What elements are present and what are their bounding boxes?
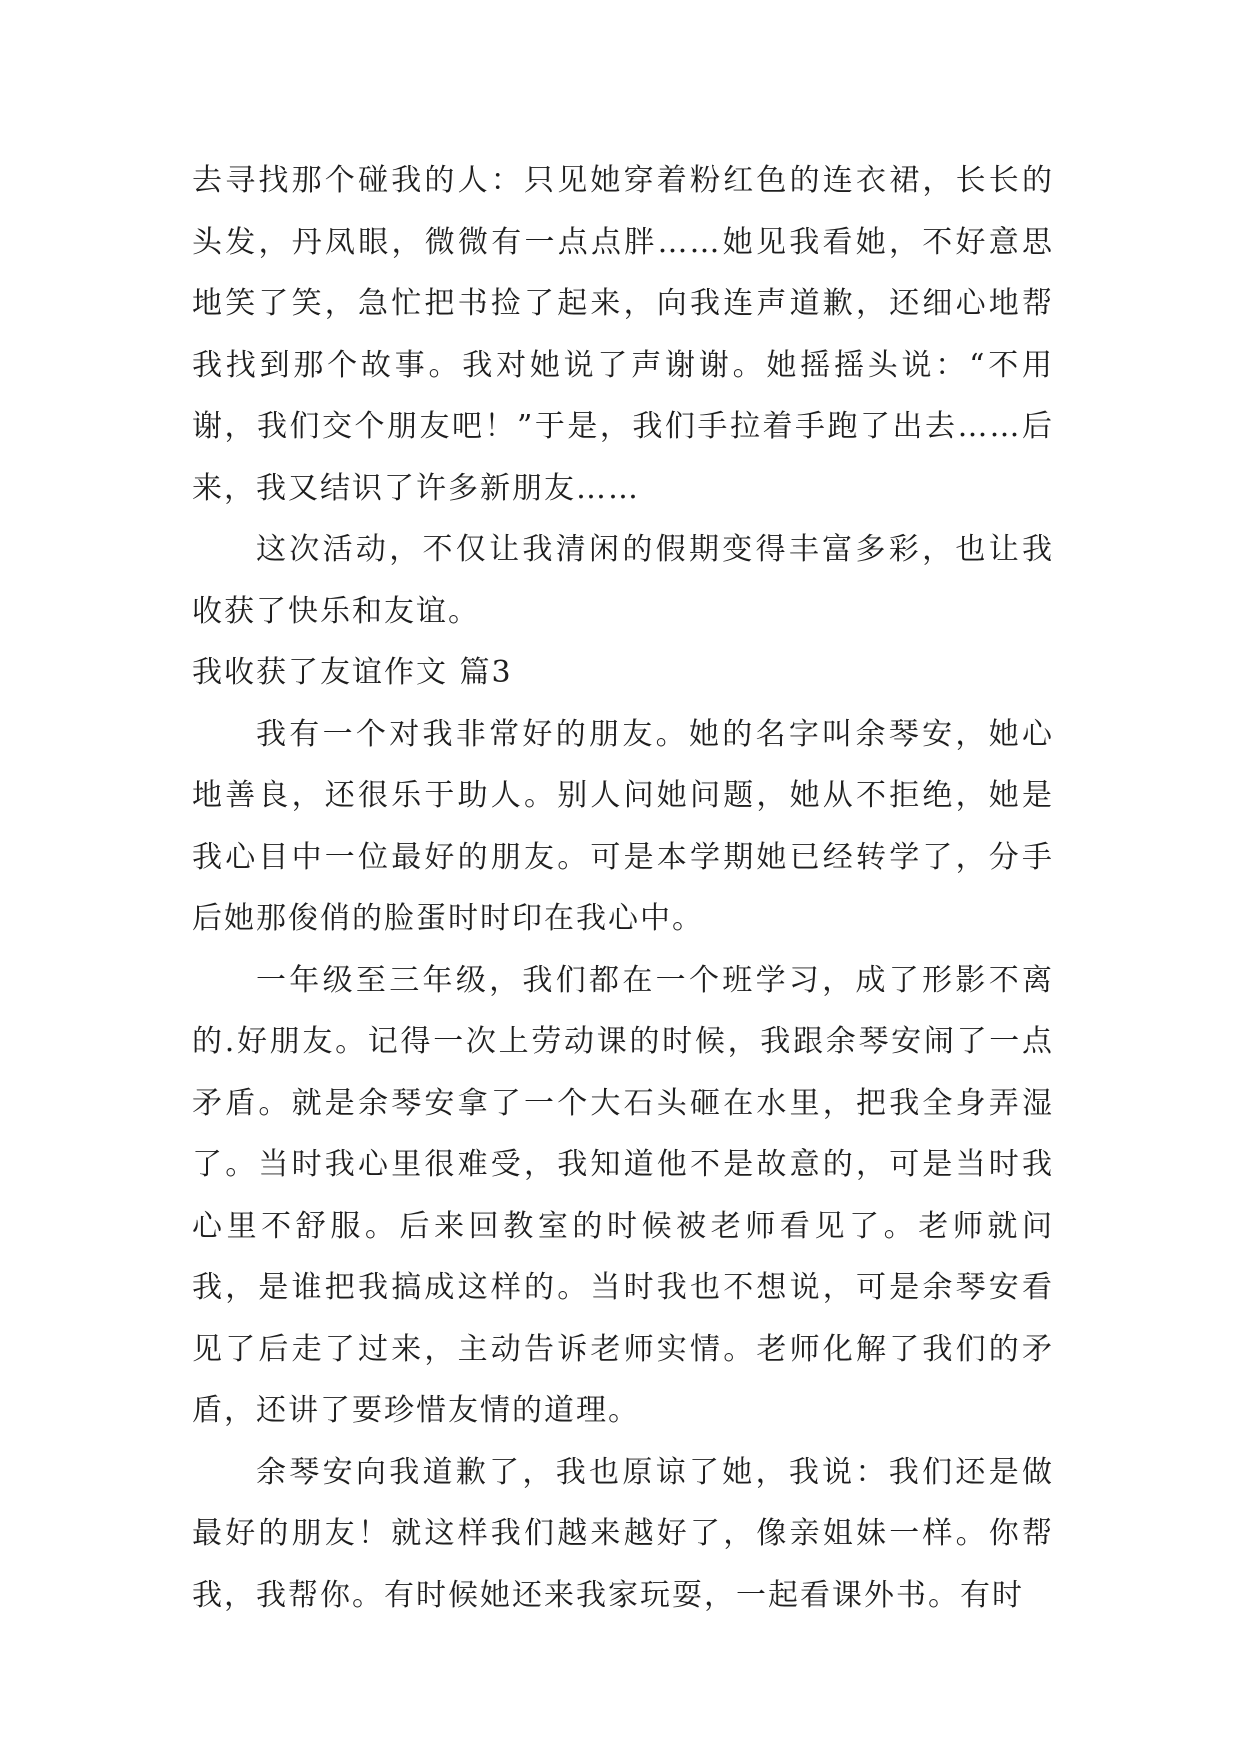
paragraph-friend-intro: 我有一个对我非常好的朋友。她的名字叫余琴安，她心地善良，还很乐于助人。别人问她问题，她从不拒绝，她是我心目中一位最好的朋友。可是本学期她已经转学了，分手后她那俊俏的脸蛋时时印在我心中。 bbox=[192, 716, 1054, 936]
paragraph-labor-class-story: 一年级至三年级，我们都在一个班学习，成了形影不离的.好朋友。记得一次上劳动课的时候，我跟余琴安闹了一点矛盾。就是余琴安拿了一个大石头砸在水里，把我全身弄湿了。当时我心里很难受，我知道他不是故意的，可是当时我心里不舒服。后来回教室的时候被老师看见了。老师就问我，是谁把我搞成这样的。当时我也不想说，可是余琴安看见了后走了过来，主动告诉老师实情。老师化解了我们的矛盾，还讲了要珍惜友情的道理。 bbox=[192, 962, 1054, 1428]
paragraph-activity-summary: 这次活动，不仅让我清闲的假期变得丰富多彩，也让我收获了快乐和友谊。 bbox=[192, 532, 1054, 629]
section-heading: 我收获了友谊作文 篇3 bbox=[192, 655, 513, 690]
paragraph-reconciliation: 余琴安向我道歉了，我也原谅了她，我说：我们还是做最好的朋友！就这样我们越来越好了，像亲姐妹一样。你帮我，我帮你。有时候她还来我家玩耍，一起看课外书。有时 bbox=[192, 1454, 1054, 1613]
paragraph-continued: 去寻找那个碰我的人：只见她穿着粉红色的连衣裙，长长的头发，丹凤眼，微微有一点点胖……她见我看她，不好意思地笑了笑，急忙把书捡了起来，向我连声道歉，还细心地帮我找到那个故事。我对她说了声谢谢。她摇摇头说：“不用谢，我们交个朋友吧！”于是，我们手拉着手跑了出去……后来，我又结识了许多新朋友…… bbox=[192, 163, 1054, 506]
document-page bbox=[192, 150, 1054, 1626]
